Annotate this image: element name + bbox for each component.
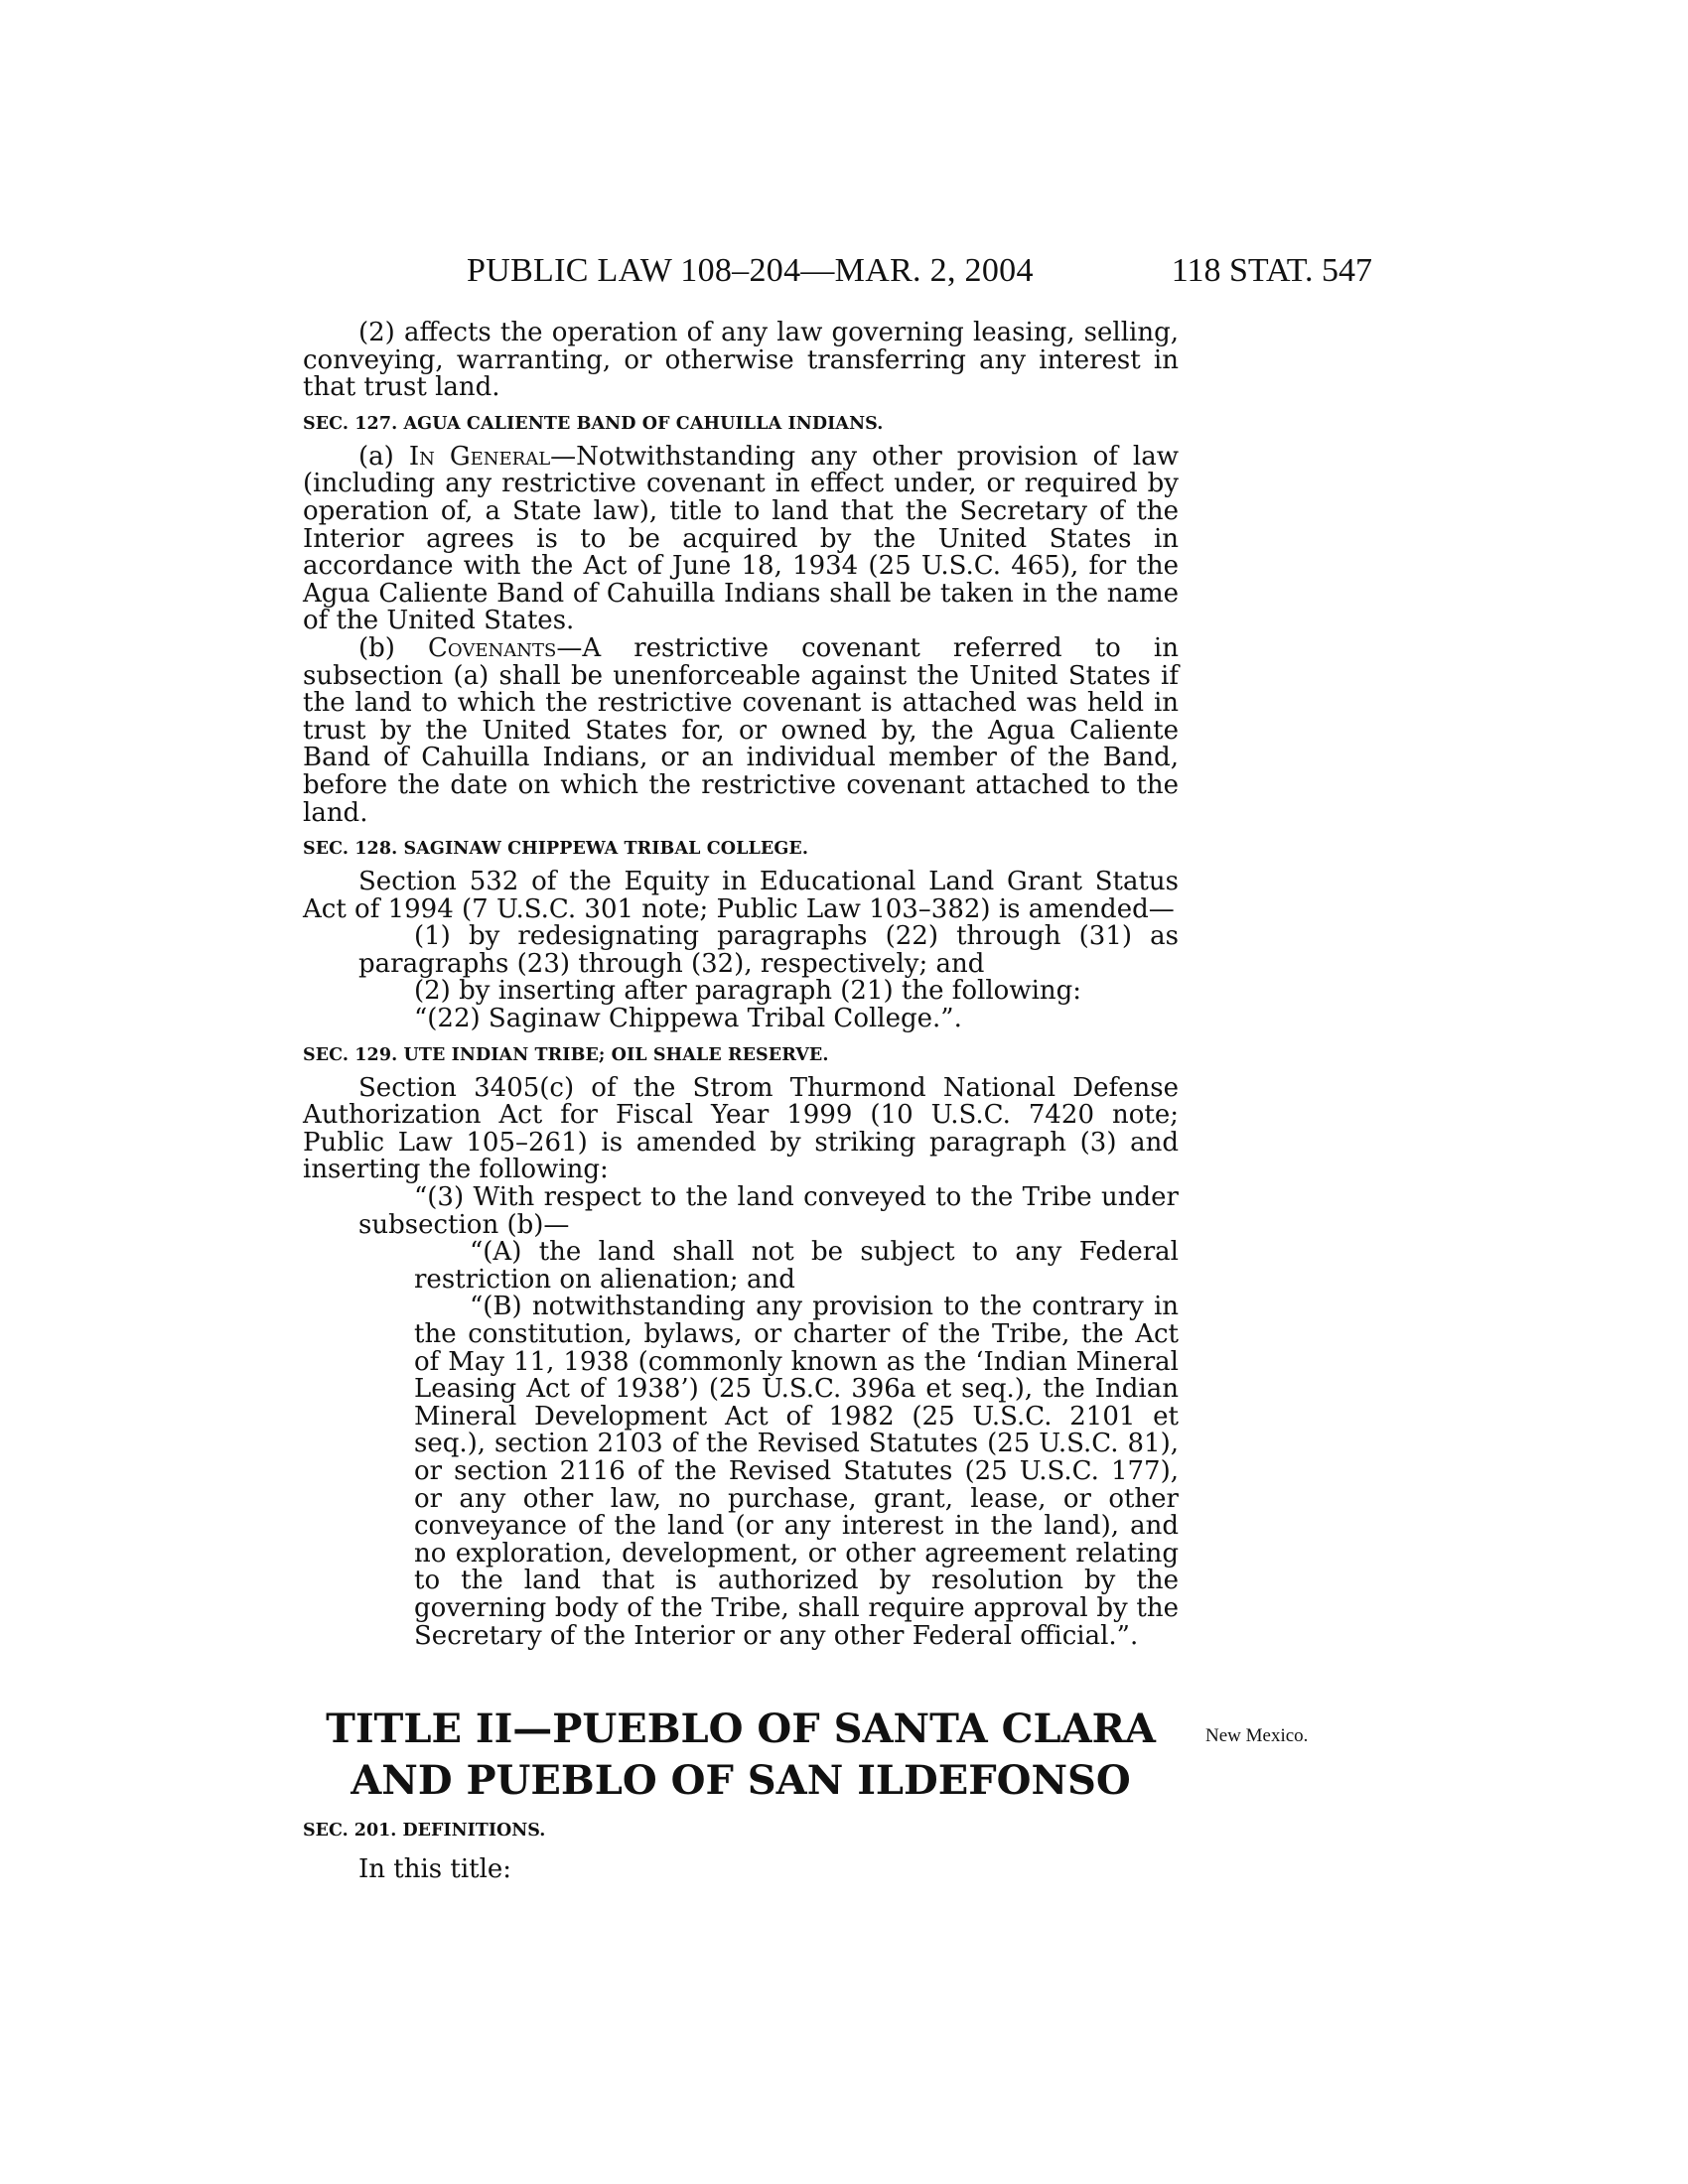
- section-127-a-label: In General: [408, 441, 551, 472]
- section-129-subparagraph-b: “(B) notwithstanding any provision to the contrary in the constitution, bylaws, or charter of the Tribe, the Act of May 11, 1938 (commonly known as the ‘Indian Mineral Leasing Act of 1938’) (25 U.S.C. 396a et seq.), the Indian Mineral Development Act of 1982 (25 U.S.C. 2101 et seq.), section 2103 of the Revised Statutes (25 U.S.C. 81), or section 2116 of the Revised Statutes (25 U.S.C. 177), or any other law, no purchase, grant, lease, or other conveyance of the land (or any interest in the land), and no exploration, development, or other agreement relating to the land that is authorized by resolution by the governing body of the Tribe, shall require approval by the Secretary of the Interior or any other Federal official.”.: [414, 1292, 1179, 1651]
- section-127-a-text: —Notwithstanding any other provision of law (including any restrictive covenant in effect under, or required by operation of, a State law), title to land that the Secretary of the Interior agrees is to be acquired by the United States in accordance with the Act of June 18, 1934 (25 U.S.C. 465), for the Agua Caliente Band of Cahuilla Indians shall be taken in the name of the United States.: [303, 441, 1179, 636]
- section-129-paragraph-3: “(3) With respect to the land conveyed to the Tribe under subsection (b)—: [358, 1182, 1179, 1240]
- page-reference: 118 STAT. 547: [1171, 252, 1372, 289]
- paragraph-2: [247, 320, 1179, 402]
- margin-note: New Mexico.: [1205, 1725, 1309, 1746]
- section-129-heading: SEC. 129. UTE INDIAN TRIBE; OIL SHALE RESERVE.: [303, 1044, 829, 1065]
- section-128-intro: Section 532 of the Equity in Educational Land Grant Status Act of 1994 (7 U.S.C. 301 note; Public Law 103–382) is amended—: [303, 867, 1179, 924]
- title-ii-line-2: AND PUEBLO OF SAN ILDEFONSO: [351, 1757, 1131, 1804]
- title-ii-heading: [303, 1704, 1179, 1807]
- section-129-subparagraph-a: “(A) the land shall not be subject to any Federal restriction on alienation; and: [414, 1237, 1179, 1295]
- section-127-subsection-b: (b) Covenants—A restrictive covenant referred to in subsection (a) shall be unenforceable against the United States if the land to which the restrictive covenant is attached was held in trust by the United States for, or owned by, the Agua Caliente Band of Cahuilla Indians, or an individual member of the Band, before the date on which the restrictive covenant attached to the land.: [303, 632, 1179, 828]
- section-201-intro: In this title:: [358, 1854, 512, 1884]
- section-128-quoted-text: “(22) Saginaw Chippewa Tribal College.”.: [414, 1004, 962, 1034]
- section-129-intro: Section 3405(c) of the Strom Thurmond National Defense Authorization Act for Fiscal Year 1999 (10 U.S.C. 7420 note; Public Law 105–261) is amended by striking paragraph (3) and inserting the following:: [303, 1072, 1179, 1185]
- running-title: PUBLIC LAW 108–204—MAR. 2, 2004: [467, 252, 1034, 289]
- section-127-b-text: —A restrictive covenant referred to in subsection (a) shall be unenforceable against the United States if the land to which the restrictive covenant is attached was held in trust by the United States for, or owned by, the Agua Caliente Band of Cahuilla Indians, or an individual member of the Band, before the date on which the restrictive covenant attached to the land.: [303, 632, 1179, 828]
- section-128-heading: SEC. 128. SAGINAW CHIPPEWA TRIBAL COLLEGE.: [303, 839, 809, 860]
- section-128-item-2: (2) by inserting after paragraph (21) the following:: [414, 976, 1082, 1007]
- section-201-heading: SEC. 201. DEFINITIONS.: [303, 1821, 546, 1841]
- statute-text: [303, 320, 1179, 1650]
- section-128-item-1: (1) by redesignating paragraphs (22) through (31) as paragraphs (23) through (32), respectively; and: [358, 921, 1179, 979]
- paragraph-2-text: (2) affects the operation of any law governing leasing, selling, conveying, warranting, or otherwise transferring any interest in that trust land.: [303, 318, 1179, 403]
- section-127-heading: SEC. 127. AGUA CALIENTE BAND OF CAHUILLA INDIANS.: [303, 413, 884, 434]
- section-127-b-label: Covenants: [428, 632, 557, 663]
- section-127-subsection-a: (a) In General—Notwithstanding any other provision of law (including any restrictive covenant in effect under, or required by operation of, a State law), title to land that the Secretary of the Interior agrees is to be acquired by the United States in accordance with the Act of June 18, 1934 (25 U.S.C. 465), for the Agua Caliente Band of Cahuilla Indians shall be taken in the name of the United States.: [303, 441, 1179, 636]
- title-ii-line-1: TITLE II—PUEBLO OF SANTA CLARA: [326, 1706, 1156, 1752]
